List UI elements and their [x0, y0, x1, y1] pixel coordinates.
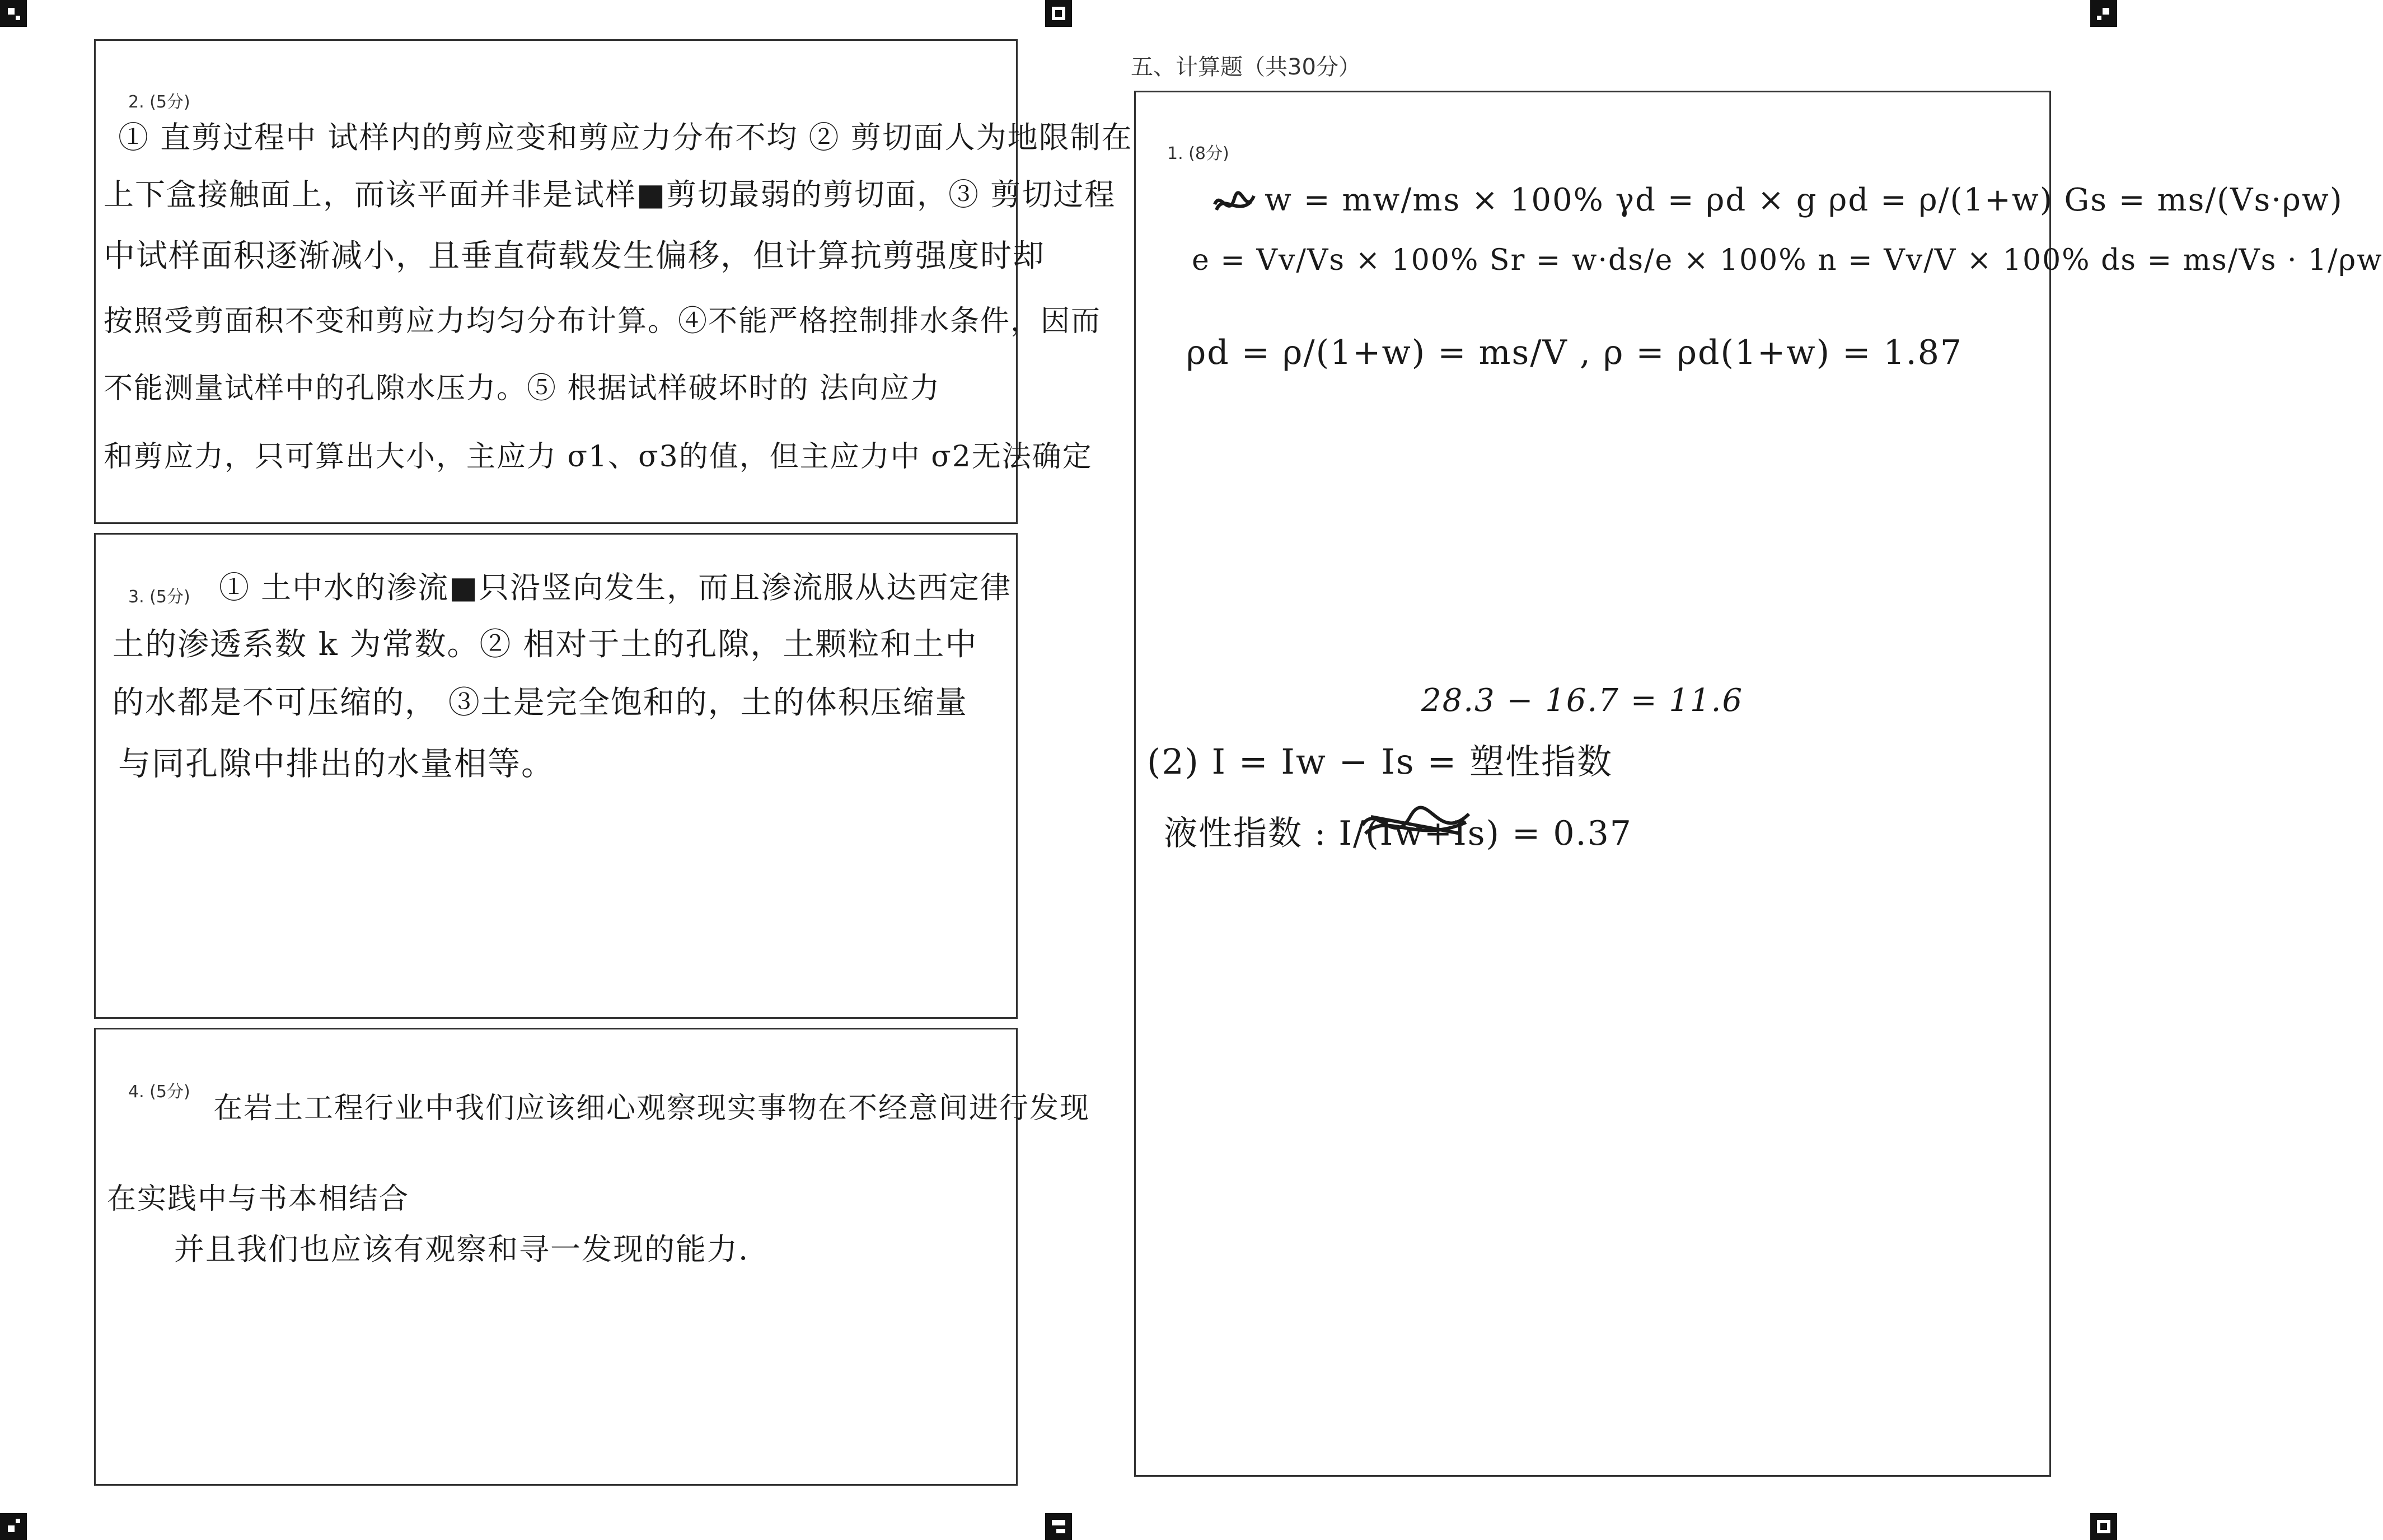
registration-marker-bottom-center: [1045, 1513, 1072, 1540]
handwriting-line: 在岩土工程行业中我们应该细心观察现实事物在不经意间进行发现: [213, 1092, 1090, 1125]
registration-marker-bottom-left: [0, 1513, 27, 1540]
question-label-calc-q1: 1. (8分): [1167, 144, 1229, 163]
answer-box-calc-q1: [1134, 91, 2383, 1477]
answer-box-q2: [94, 39, 1133, 524]
registration-marker-top-left: [0, 0, 27, 27]
registration-marker-top-right: [2090, 0, 2117, 27]
handwriting-line: 中试样面积逐渐减小，且垂直荷载发生偏移，但计算抗剪强度时却: [104, 238, 1045, 274]
handwriting-line: 的水都是不可压缩的， ③土是完全饱和的，土的体积压缩量: [113, 685, 968, 721]
answer-box-q3: [94, 533, 1018, 1019]
handwriting-line: 与同孔隙中排出的水量相等。: [118, 745, 555, 783]
formula-line: e = Vv/Vs × 100% Sr = w·ds/e × 100% n = Vv/V × 100% ds = ms/Vs · 1/ρw: [1192, 244, 2383, 277]
handwriting-line: ① 直剪过程中 试样内的剪应变和剪应力分布不均 ② 剪切面人为地限制在: [118, 120, 1133, 155]
handwriting-line: 不能测量试样中的孔隙水压力。⑤ 根据试样破坏时的 法向应力: [104, 372, 941, 405]
question-label-q4: 4. (5分): [128, 1082, 190, 1102]
answer-box-q4: [94, 1028, 1090, 1486]
handwriting-line: 土的渗透系数 k 为常数。② 相对于土的孔隙，土颗粒和土中: [113, 626, 978, 663]
handwriting-line: ① 土中水的渗流■只沿竖向发生，而且渗流服从达西定律: [219, 570, 1012, 605]
section-title: 五、计算题（共30分）: [1131, 54, 1361, 80]
question-label-q3: 3. (5分): [128, 587, 190, 607]
crossed-out-scribble: [1212, 188, 1257, 221]
part2-line: 液性指数 : I/(Iw+Is) = 0.37: [1164, 814, 1632, 853]
handwriting-line: 按照受剪面积不变和剪应力均匀分布计算。④不能严格控制排水条件，因而: [104, 305, 1102, 338]
question-label-q2: 2. (5分): [128, 92, 190, 112]
part2-line: (2) I = Iw − Is = 塑性指数: [1147, 741, 1613, 782]
formula-line: ρd = ρ/(1+w) = ms/V , ρ = ρd(1+w) = 1.87: [1186, 333, 1963, 372]
handwriting-line: 和剪应力，只可算出大小，主应力 σ1、σ3的值，但主应力中 σ2无法确定: [104, 440, 1093, 474]
calculation-note: 28.3 − 16.7 = 11.6: [1421, 682, 1744, 719]
formula-line: w = mw/ms × 100% γd = ρd × g ρd = ρ/(1+w) Gs = ms/(Vs·ρw): [1265, 182, 2343, 218]
handwriting-line: 在实践中与书本相结合: [107, 1182, 410, 1216]
registration-marker-top-center: [1045, 0, 1072, 27]
handwriting-line: 上下盒接触面上，而该平面并非是试样■剪切最弱的剪切面，③ 剪切过程: [104, 177, 1116, 212]
handwriting-line: 并且我们也应该有观察和寻一发现的能力.: [174, 1232, 750, 1267]
registration-marker-bottom-right: [2090, 1513, 2117, 1540]
